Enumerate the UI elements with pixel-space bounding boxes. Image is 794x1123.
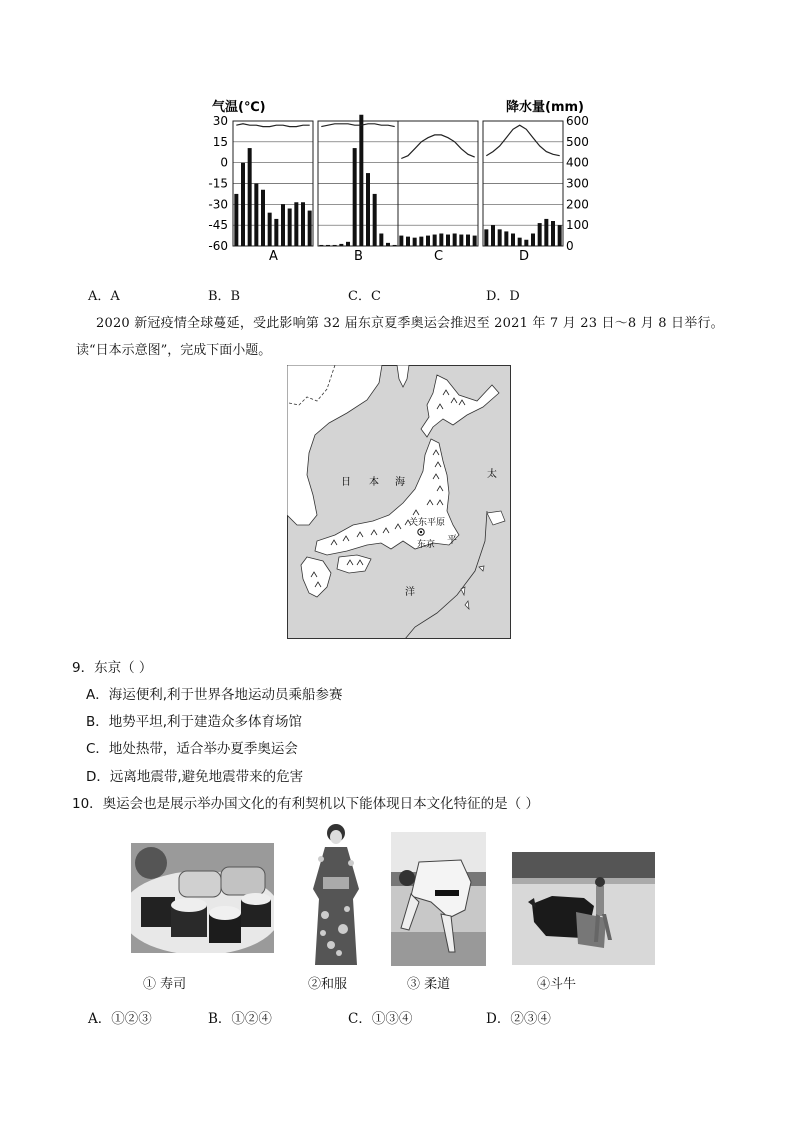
precip-bar <box>281 204 285 246</box>
precip-bar <box>339 244 343 246</box>
precip-bar <box>459 235 463 246</box>
precip-bar <box>491 225 495 246</box>
q9-stem: 9．东京（ ） <box>72 660 153 676</box>
precip-bar <box>366 173 370 246</box>
precip-bar <box>538 223 542 246</box>
precip-bar <box>288 209 292 247</box>
precip-bar <box>248 148 252 246</box>
tokyo-label: 东京 <box>417 540 436 550</box>
panel-label: B <box>354 249 363 264</box>
precip-bar <box>524 240 528 246</box>
intro-line-1: 2020 新冠疫情全球蔓延，受此影响第 32 届东京夏季奥运会推迟至 2021 年 7 月 23 日～8 月 8 日举行。 <box>96 316 724 331</box>
pacific-char-1: 太 <box>487 469 497 480</box>
precip-bar <box>433 235 437 246</box>
q9-option-c[interactable]: C．地处热带，适合举办夏季奥运会 <box>86 741 298 757</box>
q9-option-d[interactable]: D．远离地震带,避免地震带来的危害 <box>86 769 304 785</box>
right-tick-label: 300 <box>566 176 589 191</box>
precip-bar <box>353 148 357 246</box>
precip-bar <box>439 234 443 247</box>
right-tick-label: 400 <box>566 155 589 170</box>
precip-bar <box>466 235 470 246</box>
sea-of-japan-char-2: 本 <box>369 477 379 488</box>
left-tick-label: 15 <box>212 134 228 149</box>
precip-bar <box>379 234 383 247</box>
q9-option-a[interactable]: A．海运便利,利于世界各地运动员乘船参赛 <box>86 687 343 703</box>
precip-bar <box>268 213 272 246</box>
left-tick-label: 0 <box>220 155 228 170</box>
precip-bar <box>308 211 312 246</box>
precip-bar <box>498 229 502 246</box>
precip-bar <box>399 236 403 246</box>
right-tick-label: 100 <box>566 218 589 233</box>
precip-bar <box>531 234 535 247</box>
precip-bar <box>234 194 238 246</box>
precip-bar <box>558 225 562 246</box>
climate-panel <box>398 121 478 264</box>
precip-bar <box>359 115 363 246</box>
precip-bar <box>319 245 323 246</box>
q10-option-b[interactable]: B．①②④ <box>208 1011 272 1027</box>
precip-bar <box>241 163 245 246</box>
precip-bar <box>386 243 390 246</box>
precip-bar <box>333 245 337 246</box>
bullfight-photo <box>512 852 655 965</box>
temperature-line <box>486 125 559 156</box>
precip-bar <box>504 231 508 246</box>
q10-stem: 10．奥运会也是展示举办国文化的有利契机以下能体现日本文化特征的是（ ） <box>72 796 539 812</box>
precip-bar <box>544 219 548 246</box>
pacific-char-3: 洋 <box>405 587 415 598</box>
left-tick-label: -45 <box>208 218 228 233</box>
precip-bar <box>294 202 298 246</box>
q8-option-a[interactable]: A．A <box>88 289 120 304</box>
precip-bar <box>453 234 457 247</box>
temperature-line <box>321 124 394 127</box>
caption-sushi: ① 寿司 <box>143 977 187 992</box>
precip-bar <box>413 238 417 246</box>
q8-option-c[interactable]: C．C <box>348 289 381 304</box>
precip-bar <box>518 238 522 246</box>
q8-option-d[interactable]: D．D <box>486 289 520 304</box>
panel-label: C <box>434 249 444 264</box>
left-tick-label: -60 <box>208 239 228 253</box>
sea-of-japan-char-3: 海 <box>395 477 405 488</box>
temperature-line <box>236 124 309 127</box>
judo-photo <box>391 832 486 966</box>
temperature-line <box>401 135 474 159</box>
left-tick-label: -30 <box>208 197 228 212</box>
climate-panel <box>233 121 313 264</box>
sea-of-japan-char-1: 日 <box>341 477 351 488</box>
right-tick-label: 500 <box>566 134 589 149</box>
precip-bar <box>301 202 305 246</box>
panel-label: A <box>269 249 278 264</box>
precip-bar <box>426 236 430 246</box>
left-axis-label: 气温(℃) <box>212 100 266 115</box>
left-tick-label: -15 <box>208 176 228 191</box>
precip-bar <box>346 242 350 246</box>
precip-bar <box>326 245 330 246</box>
precip-bar <box>484 229 488 246</box>
caption-bullfight: ④斗牛 <box>537 977 577 992</box>
kanto-plain-label: 关东平原 <box>409 518 446 528</box>
precip-bar <box>373 194 377 246</box>
precip-bar <box>473 236 477 246</box>
precip-bar <box>261 190 265 246</box>
right-tick-label: 600 <box>566 114 589 128</box>
precip-bar <box>446 235 450 246</box>
q9-option-b[interactable]: B．地势平坦,利于建造众多体育场馆 <box>86 714 303 730</box>
japan-map <box>287 365 511 639</box>
left-tick-label: 30 <box>212 114 228 128</box>
sushi-photo <box>131 843 274 953</box>
precip-bar <box>393 245 397 246</box>
caption-kimono: ②和服 <box>308 977 348 992</box>
q8-option-b[interactable]: B．B <box>208 289 241 304</box>
pacific-char-2: 平 <box>447 535 457 546</box>
precip-bar <box>254 184 258 247</box>
climate-panel <box>483 121 563 264</box>
q10-option-d[interactable]: D．②③④ <box>486 1011 551 1027</box>
caption-judo: ③ 柔道 <box>407 977 451 992</box>
q10-option-a[interactable]: A．①②③ <box>88 1011 152 1027</box>
climate-chart-svg <box>200 94 600 264</box>
japan-map-svg <box>287 365 511 639</box>
precip-bar <box>419 237 423 246</box>
intro-line-2: 读“日本示意图”，完成下面小题。 <box>76 343 272 358</box>
climate-panel <box>318 115 398 264</box>
climate-chart <box>200 94 600 264</box>
q10-option-c[interactable]: C．①③④ <box>348 1011 413 1027</box>
precip-bar <box>406 237 410 246</box>
precip-bar <box>274 219 278 246</box>
panel-label: D <box>519 249 530 264</box>
kimono-photo <box>303 819 369 967</box>
right-tick-label: 200 <box>566 197 589 212</box>
precip-bar <box>551 221 555 246</box>
precip-bar <box>511 234 515 247</box>
right-tick-label: 0 <box>566 239 574 253</box>
right-axis-label: 降水量(mm) <box>506 100 584 115</box>
